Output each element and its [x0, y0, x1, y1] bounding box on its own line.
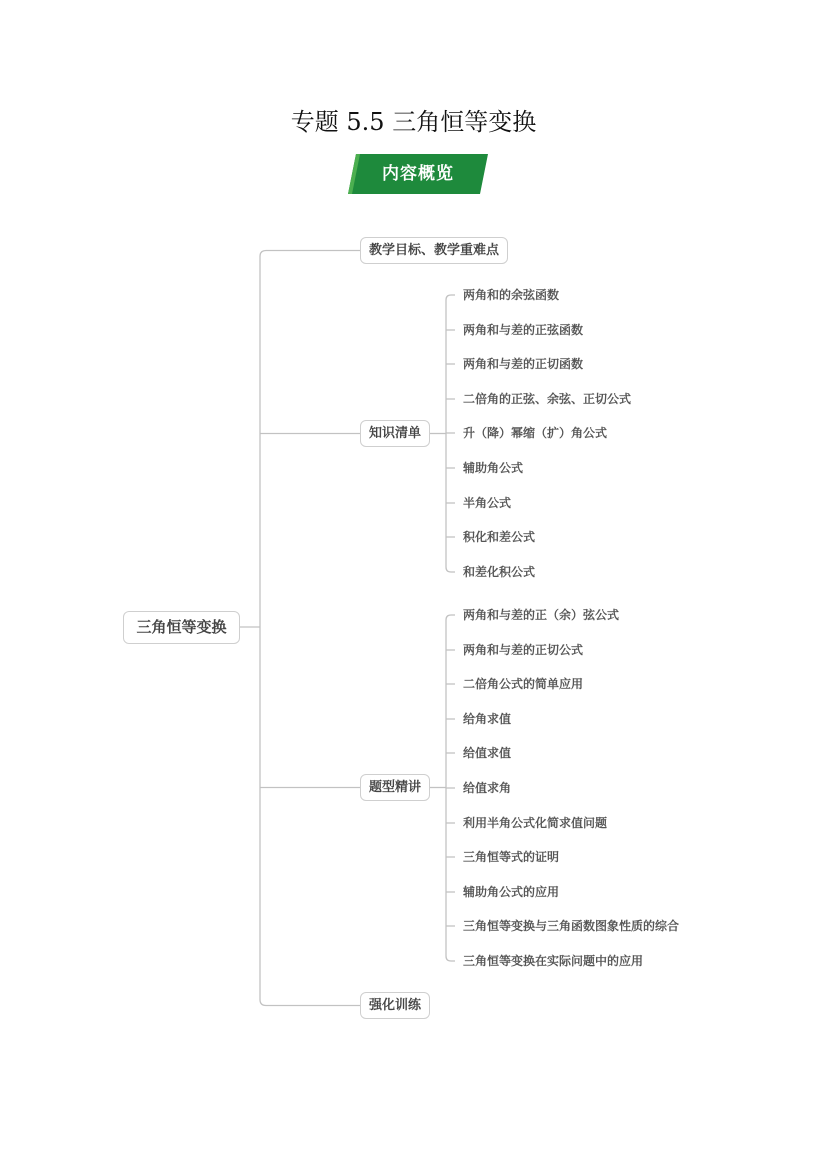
leaf-item: 升（降）幂缩（扩）角公式	[463, 426, 608, 441]
leaf-item: 和差化积公式	[463, 564, 536, 579]
leaf-item: 两角和与差的正弦函数	[463, 322, 584, 337]
root-node: 三角恒等变换	[123, 611, 240, 644]
leaf-item: 积化和差公式	[463, 530, 536, 545]
leaf-item: 辅助角公式的应用	[463, 884, 560, 899]
page-title: 专题 5.5 三角恒等变换	[290, 108, 537, 136]
category-node-knowledge: 知识清单	[360, 420, 430, 447]
category-node-objectives: 教学目标、教学重难点	[360, 237, 508, 264]
leaf-item: 两角和与差的正（余）弦公式	[463, 608, 620, 622]
leaf-item: 给值求角	[463, 781, 512, 795]
leaf-item: 半角公式	[463, 495, 512, 510]
leaf-item: 给值求值	[463, 746, 512, 761]
leaf-item: 利用半角公式化简求值问题	[463, 815, 608, 830]
leaf-item: 二倍角的正弦、余弦、正切公式	[463, 391, 632, 406]
leaf-item: 二倍角公式的简单应用	[463, 677, 584, 692]
banner-label: 内容概览	[382, 164, 454, 184]
leaf-item: 两角和的余弦函数	[463, 288, 560, 302]
leaf-item: 两角和与差的正切函数	[463, 357, 584, 372]
leaf-item: 三角恒等变换与三角函数图象性质的综合	[463, 919, 680, 934]
leaf-item: 三角恒等变换在实际问题中的应用	[463, 954, 644, 968]
category-node-training: 强化训练	[360, 992, 430, 1019]
leaf-item: 两角和与差的正切公式	[463, 642, 584, 657]
category-node-problem-types: 题型精讲	[360, 774, 430, 801]
leaf-item: 三角恒等式的证明	[463, 850, 560, 865]
leaf-item: 辅助角公式	[463, 461, 524, 475]
leaf-item: 给角求值	[463, 711, 512, 726]
